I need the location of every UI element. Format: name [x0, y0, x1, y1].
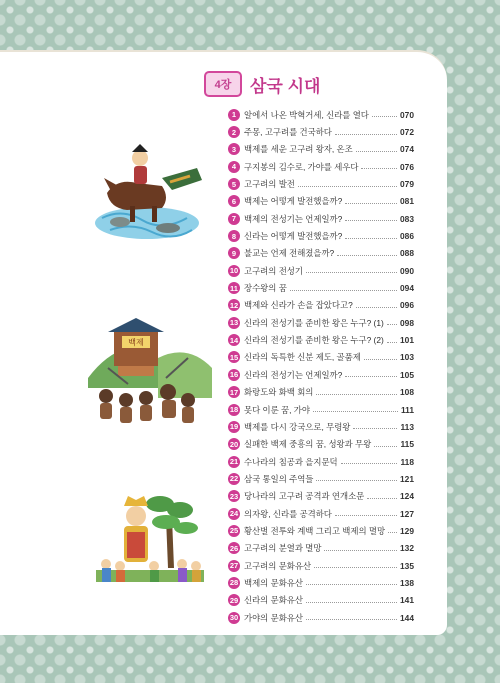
dot-leader — [335, 515, 397, 516]
toc-title: 백제를 다시 강국으로, 무령왕 — [244, 421, 351, 432]
dot-leader — [356, 151, 397, 152]
toc-page-number: 086 — [400, 231, 414, 242]
toc-title: 고구려의 문화유산 — [244, 560, 312, 571]
toc-title: 의자왕, 신라를 공격하다 — [244, 508, 332, 519]
toc-item[interactable] — [228, 123, 414, 140]
horse-rider-illustration — [92, 138, 210, 246]
toc-title: 수나라의 침공과 을지문덕 — [244, 456, 338, 467]
toc-item[interactable] — [228, 505, 414, 522]
dot-leader — [306, 619, 397, 620]
toc-title: 불교는 언제 전해졌을까? — [244, 248, 335, 259]
toc-item[interactable] — [228, 540, 414, 557]
toc-item[interactable] — [228, 418, 414, 435]
toc-page-number: 124 — [400, 491, 414, 502]
toc-number: 23 — [229, 491, 239, 501]
toc-number: 28 — [229, 578, 239, 588]
toc-page-number: 103 — [400, 352, 414, 363]
table-of-contents — [228, 106, 414, 626]
chapter-badge: 4장 — [204, 71, 242, 97]
toc-number: 19 — [229, 422, 239, 432]
toc-title: 신라의 전성기를 준비한 왕은 누구? (1) — [244, 317, 384, 328]
dot-leader — [345, 376, 397, 377]
dot-leader — [335, 134, 397, 135]
dot-leader — [364, 359, 397, 360]
toc-title: 황산벌 전투와 계백 그리고 백제의 멸망 — [244, 525, 386, 536]
toc-item[interactable] — [228, 245, 414, 262]
toc-number: 29 — [229, 595, 239, 605]
toc-page-number: 118 — [400, 456, 414, 467]
toc-page-number: 076 — [400, 161, 414, 172]
toc-item[interactable] — [228, 106, 414, 123]
toc-title: 고구려의 전성기 — [244, 265, 303, 276]
dot-leader — [314, 567, 397, 568]
toc-item[interactable] — [228, 592, 414, 609]
dot-leader — [372, 116, 397, 117]
toc-page-number: 138 — [400, 577, 414, 588]
toc-number: 22 — [229, 474, 239, 484]
toc-page-number: 135 — [400, 560, 414, 571]
toc-item[interactable] — [228, 227, 414, 244]
toc-number: 10 — [229, 266, 239, 276]
toc-item[interactable] — [228, 522, 414, 539]
toc-item[interactable] — [228, 193, 414, 210]
dot-leader — [290, 290, 397, 291]
toc-number: 20 — [229, 439, 239, 449]
toc-page-number: 127 — [400, 508, 414, 519]
dot-leader — [345, 203, 397, 204]
toc-number: 16 — [229, 370, 239, 380]
toc-item[interactable] — [228, 314, 414, 331]
dot-leader — [345, 220, 397, 221]
dot-leader — [374, 446, 397, 447]
toc-page-number: 115 — [400, 439, 414, 450]
toc-page-number: 072 — [400, 127, 414, 138]
toc-number: 3 — [228, 143, 240, 155]
dot-leader — [316, 480, 397, 481]
dot-leader — [367, 498, 397, 499]
dot-leader — [306, 602, 397, 603]
dot-leader — [306, 272, 397, 273]
dot-leader — [341, 463, 398, 464]
toc-title: 신라의 독특한 신분 제도, 골품제 — [244, 352, 361, 363]
fortress-battle-illustration — [88, 318, 212, 430]
toc-page-number: 070 — [400, 109, 414, 120]
toc-number: 15 — [229, 352, 239, 362]
toc-title: 신라의 문화유산 — [244, 595, 303, 606]
toc-page-number: 144 — [400, 612, 414, 623]
toc-title: 가야의 문화유산 — [244, 612, 303, 623]
chapter-title: 삼국 시대 — [250, 76, 321, 96]
toc-title: 신라의 전성기는 언제일까? — [244, 369, 343, 380]
toc-item[interactable] — [228, 210, 414, 227]
toc-item[interactable] — [228, 262, 414, 279]
toc-item[interactable] — [228, 609, 414, 626]
toc-item[interactable] — [228, 175, 414, 192]
toc-number: 24 — [229, 509, 239, 519]
toc-page-number: 101 — [400, 335, 414, 346]
toc-item[interactable] — [228, 158, 414, 175]
fortress-sign: 백제 — [128, 338, 144, 347]
toc-number: 13 — [229, 318, 239, 328]
toc-item[interactable] — [228, 574, 414, 591]
dot-leader — [387, 342, 397, 343]
toc-title: 백제는 어떻게 발전했을까? — [244, 196, 343, 207]
toc-title: 삼국 통일의 주역들 — [244, 473, 314, 484]
toc-title: 고구려의 발전 — [244, 179, 295, 190]
toc-page-number: 096 — [400, 300, 414, 311]
toc-item[interactable] — [228, 470, 414, 487]
toc-page-number: 111 — [400, 404, 414, 415]
toc-number: 2 — [228, 126, 240, 138]
dot-leader — [337, 255, 397, 256]
toc-number: 27 — [229, 561, 239, 571]
toc-item[interactable] — [228, 331, 414, 348]
dot-leader — [356, 307, 397, 308]
toc-page-number: 113 — [400, 421, 414, 432]
toc-page-number: 079 — [400, 179, 414, 190]
dot-leader — [353, 428, 397, 429]
toc-page-number: 141 — [400, 595, 414, 606]
toc-title: 구지봉의 김수로, 가야를 세우다 — [244, 161, 359, 172]
dot-leader — [361, 168, 397, 169]
toc-number: 17 — [229, 387, 239, 397]
toc-page-number: 098 — [400, 317, 414, 328]
toc-title: 백제의 문화유산 — [244, 577, 303, 588]
toc-number: 26 — [229, 543, 239, 553]
toc-title: 화랑도와 화백 회의 — [244, 387, 314, 398]
toc-title: 신라는 어떻게 발전했을까? — [244, 231, 343, 242]
toc-item[interactable] — [228, 557, 414, 574]
toc-item[interactable] — [228, 349, 414, 366]
toc-number: 1 — [228, 109, 240, 121]
dot-leader — [345, 238, 397, 239]
toc-number: 11 — [228, 282, 240, 294]
toc-item[interactable] — [228, 366, 414, 383]
toc-page-number: 088 — [400, 248, 414, 259]
toc-item[interactable] — [228, 488, 414, 505]
dot-leader — [324, 550, 397, 551]
toc-number: 7 — [228, 213, 240, 225]
toc-title: 고구려의 분열과 멸망 — [244, 543, 322, 554]
toc-title: 장수왕의 꿈 — [244, 283, 287, 294]
toc-item[interactable] — [228, 141, 414, 158]
dot-leader — [313, 411, 398, 412]
toc-number: 6 — [228, 195, 240, 207]
king-tree-illustration — [96, 488, 204, 592]
toc-page-number: 108 — [400, 387, 414, 398]
dot-leader — [298, 186, 397, 187]
toc-title: 못다 이룬 꿈, 가야 — [244, 404, 310, 415]
toc-number: 8 — [228, 230, 240, 242]
toc-page-number: 105 — [400, 369, 414, 380]
toc-title: 알에서 나온 박혁거세, 신라를 열다 — [244, 109, 369, 120]
toc-number: 25 — [229, 526, 239, 536]
toc-number: 12 — [229, 300, 239, 310]
dot-leader — [388, 532, 397, 533]
toc-page-number: 083 — [400, 213, 414, 224]
dot-leader — [306, 584, 397, 585]
toc-page-number: 121 — [400, 473, 414, 484]
toc-item[interactable] — [228, 384, 414, 401]
toc-title: 백제를 세운 고구려 왕자, 온조 — [244, 144, 353, 155]
toc-item[interactable] — [228, 401, 414, 418]
toc-item[interactable] — [228, 453, 414, 470]
toc-page-number: 132 — [400, 543, 414, 554]
toc-number: 21 — [229, 457, 239, 467]
toc-page-number: 074 — [400, 144, 414, 155]
toc-title: 백제의 전성기는 언제일까? — [244, 213, 343, 224]
toc-number: 5 — [228, 178, 240, 190]
toc-number: 30 — [229, 613, 239, 623]
toc-page-number: 094 — [400, 283, 414, 294]
toc-page-number: 129 — [400, 525, 414, 536]
toc-title: 백제와 신라가 손을 잡았다고? — [244, 300, 353, 311]
toc-item[interactable] — [228, 279, 414, 296]
dot-leader — [387, 324, 397, 325]
toc-number: 18 — [229, 405, 239, 415]
toc-title: 신라의 전성기를 준비한 왕은 누구? (2) — [244, 335, 384, 346]
dot-leader — [316, 394, 397, 395]
toc-item[interactable] — [228, 436, 414, 453]
toc-number: 14 — [229, 335, 239, 345]
toc-number: 9 — [228, 247, 240, 259]
toc-item[interactable] — [228, 297, 414, 314]
toc-title: 실패한 백제 중흥의 꿈, 성왕과 무왕 — [244, 439, 372, 450]
toc-page-number: 090 — [400, 265, 414, 276]
toc-title: 당나라의 고구려 공격과 연개소문 — [244, 491, 365, 502]
toc-page-number: 081 — [400, 196, 414, 207]
toc-number: 4 — [228, 161, 240, 173]
chapter-header — [204, 70, 320, 98]
toc-title: 주몽, 고구려를 건국하다 — [244, 127, 332, 138]
